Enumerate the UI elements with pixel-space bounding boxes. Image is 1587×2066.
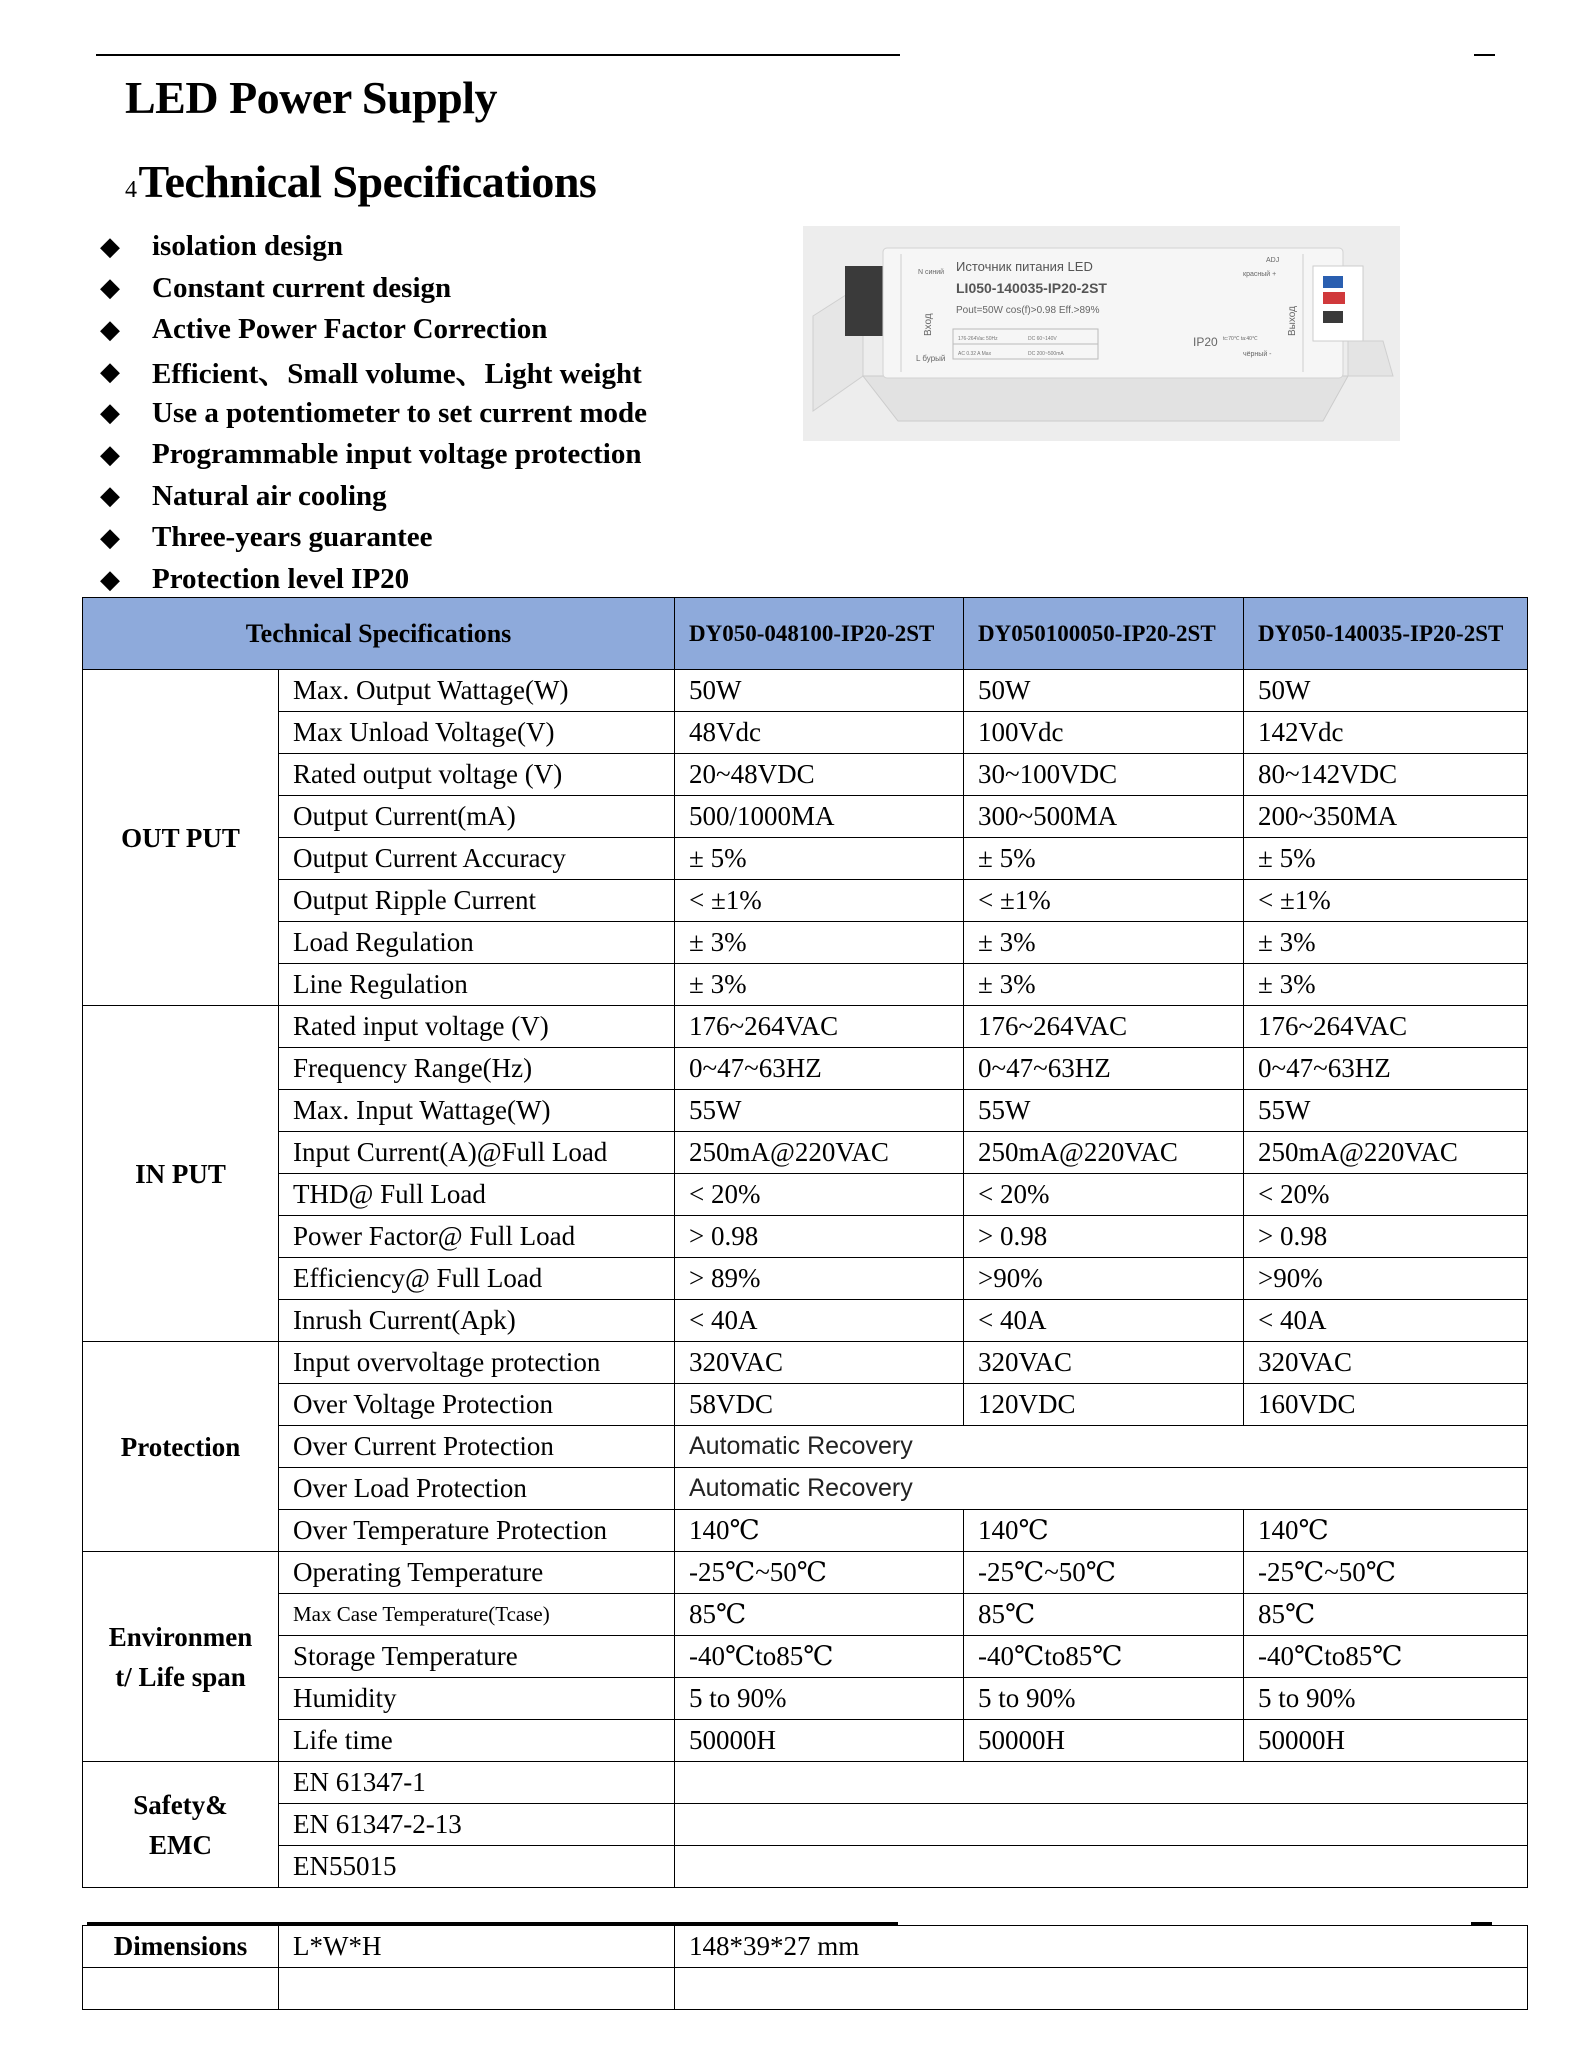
value: 160VDC [1244,1384,1528,1426]
header-model-2: DY050100050-IP20-2ST [964,598,1244,670]
diamond-bullet-icon: ◆ [100,398,120,428]
param: Over Temperature Protection [279,1510,675,1552]
empty-cell [675,1968,1528,2010]
value: 200~350MA [1244,796,1528,838]
table-row [83,754,1528,796]
table-row [83,1636,1528,1678]
table-row [83,1720,1528,1762]
svg-text:AC 0.32 A Max: AC 0.32 A Max [958,351,992,357]
table-row [83,1006,1528,1048]
dimensions-table [82,1925,1528,2010]
table-row [83,1678,1528,1720]
value: >90% [1244,1258,1528,1300]
feature-text: Natural air cooling [152,479,387,512]
value: 140℃ [675,1510,964,1552]
feature-text: Use a potentiometer to set current mode [152,396,648,429]
table-row [83,880,1528,922]
svg-text:IP20: IP20 [1193,335,1218,349]
table-row [83,1552,1528,1594]
value: 140℃ [1244,1510,1528,1552]
value: -25℃~50℃ [964,1552,1244,1594]
value: 100Vdc [964,712,1244,754]
value: 55W [675,1090,964,1132]
value: ± 3% [964,964,1244,1006]
section-label-line1: Environmen [108,1621,253,1652]
table-row [83,796,1528,838]
value: 250mA@220VAC [1244,1132,1528,1174]
param: Output Current Accuracy [279,838,675,880]
value: 85℃ [675,1594,964,1636]
value: > 89% [675,1258,964,1300]
section-environment [83,1552,279,1762]
value: > 0.98 [1244,1216,1528,1258]
value: > 0.98 [675,1216,964,1258]
param: Max. Input Wattage(W) [279,1090,675,1132]
svg-text:ADJ: ADJ [1266,257,1280,264]
value: 176~264VAC [964,1006,1244,1048]
value: 250mA@220VAC [675,1132,964,1174]
param: Output Ripple Current [279,880,675,922]
value: 320VAC [1244,1342,1528,1384]
param: Inrush Current(Apk) [279,1300,675,1342]
value: 55W [964,1090,1244,1132]
param: Rated output voltage (V) [279,754,675,796]
value: 48Vdc [675,712,964,754]
param: Load Regulation [279,922,675,964]
table-row [83,1258,1528,1300]
param: EN 61347-2-13 [279,1804,675,1846]
svg-text:Выход: Выход [1287,306,1298,336]
table-row [83,1342,1528,1384]
section-label-line1: Safety& [133,1789,228,1820]
value: 5 to 90% [964,1678,1244,1720]
diamond-bullet-icon: ◆ [100,522,120,552]
svg-text:DC 200~500mA: DC 200~500mA [1028,351,1064,357]
value: 50000H [964,1720,1244,1762]
table-row [83,1384,1528,1426]
header-model-1: DY050-048100-IP20-2ST [675,598,964,670]
header-model-3: DY050-140035-IP20-2ST [1244,598,1528,670]
feature-item [100,476,647,518]
table-row [83,964,1528,1006]
dimensions-label: Dimensions [83,1926,279,1968]
dimensions-value: 148*39*27 mm [675,1926,1528,1968]
diamond-bullet-icon: ◆ [100,356,120,386]
table-row [83,1762,1528,1804]
svg-text:N синий: N синий [918,269,945,276]
feature-item [100,268,647,310]
param: Output Current(mA) [279,796,675,838]
feature-text: Protection level IP20 [152,563,410,596]
table-row [83,1846,1528,1888]
table-row [83,1300,1528,1342]
value: ± 5% [675,838,964,880]
value: < ±1% [1244,880,1528,922]
value: 120VDC [964,1384,1244,1426]
section-safety [83,1762,279,1888]
product-label-specs: Pout=50W cos(f)>0.98 Eff.>89% [956,305,1100,316]
value: < ±1% [675,880,964,922]
value: ± 3% [964,922,1244,964]
merged-value [675,1846,1528,1888]
section-output: OUT PUT [83,670,279,1006]
param: Frequency Range(Hz) [279,1048,675,1090]
param: Input overvoltage protection [279,1342,675,1384]
table-row [83,922,1528,964]
value: -40℃to85℃ [675,1636,964,1678]
value: 50000H [1244,1720,1528,1762]
value: 58VDC [675,1384,964,1426]
section-title: Technical Specifications [138,156,597,207]
value: ± 3% [1244,964,1528,1006]
feature-text: isolation design [152,230,343,263]
value: >90% [964,1258,1244,1300]
table-row [83,1132,1528,1174]
value: < ±1% [964,880,1244,922]
value: ± 5% [964,838,1244,880]
value: 5 to 90% [1244,1678,1528,1720]
table-row [83,1174,1528,1216]
param: Efficiency@ Full Load [279,1258,675,1300]
table-row [83,838,1528,880]
value: 50W [675,670,964,712]
top-rule [96,54,900,56]
section-label-line2: t/ Life span [115,1661,246,1692]
value: < 20% [675,1174,964,1216]
header-spec-label: Technical Specifications [83,598,675,670]
param: EN55015 [279,1846,675,1888]
table-row [83,1468,1528,1510]
top-right-mark [1474,54,1495,56]
param: EN 61347-1 [279,1762,675,1804]
section-protection: Protection [83,1342,279,1552]
value: -25℃~50℃ [675,1552,964,1594]
section-input: IN PUT [83,1006,279,1342]
param: Humidity [279,1678,675,1720]
value: -40℃to85℃ [964,1636,1244,1678]
feature-item [100,434,647,476]
value: 320VAC [675,1342,964,1384]
table-row [83,1804,1528,1846]
value: 142Vdc [1244,712,1528,754]
param: Rated input voltage (V) [279,1006,675,1048]
value: 0~47~63HZ [1244,1048,1528,1090]
svg-text:красный +: красный + [1243,271,1277,278]
param: Life time [279,1720,675,1762]
param: Max. Output Wattage(W) [279,670,675,712]
diamond-bullet-icon: ◆ [100,564,120,594]
svg-text:tc:70℃ ta:40℃: tc:70℃ ta:40℃ [1223,336,1258,342]
table-header-row [83,598,1528,670]
param: Over Voltage Protection [279,1384,675,1426]
table-row-empty [83,1968,1528,2010]
feature-item [100,309,647,351]
merged-value: Automatic Recovery [675,1468,1528,1510]
value: -40℃to85℃ [1244,1636,1528,1678]
section-label-line2: EMC [149,1829,212,1860]
table-row [83,1048,1528,1090]
feature-text: Three-years guarantee [152,521,433,554]
feature-item [100,351,647,393]
product-photo [803,226,1400,441]
value: ± 5% [1244,838,1528,880]
merged-value [675,1762,1528,1804]
feature-list [100,226,647,600]
value: 500/1000MA [675,796,964,838]
value: 250mA@220VAC [964,1132,1244,1174]
value: 20~48VDC [675,754,964,796]
param: Power Factor@ Full Load [279,1216,675,1258]
param: Operating Temperature [279,1552,675,1594]
merged-value: Automatic Recovery [675,1426,1528,1468]
value: 85℃ [1244,1594,1528,1636]
feature-text: Constant current design [152,271,452,304]
diamond-bullet-icon: ◆ [100,481,120,511]
param: Max Unload Voltage(V) [279,712,675,754]
value: 5 to 90% [675,1678,964,1720]
value: < 20% [1244,1174,1528,1216]
value: 55W [1244,1090,1528,1132]
value: 50000H [675,1720,964,1762]
merged-value [675,1804,1528,1846]
dimensions-param: L*W*H [279,1926,675,1968]
svg-text:L бурый: L бурый [916,354,946,363]
param: Max Case Temperature(Tcase) [279,1594,675,1636]
diamond-bullet-icon: ◆ [100,439,120,469]
feature-item [100,392,647,434]
value: < 20% [964,1174,1244,1216]
feature-item [100,226,647,268]
value: 85℃ [964,1594,1244,1636]
value: 30~100VDC [964,754,1244,796]
table-row [83,1594,1528,1636]
table-row [83,1216,1528,1258]
param: Input Current(A)@Full Load [279,1132,675,1174]
svg-text:DC 60~140V: DC 60~140V [1028,336,1057,342]
value: 80~142VDC [1244,754,1528,796]
table-row [83,1510,1528,1552]
product-label-title: Источник питания LED [956,259,1093,274]
feature-item [100,559,647,601]
param: Line Regulation [279,964,675,1006]
table-row [83,670,1528,712]
page-title: LED Power Supply [125,72,498,123]
diamond-bullet-icon: ◆ [100,314,120,344]
feature-item [100,517,647,559]
table-row [83,1926,1528,1968]
svg-text:чёрный -: чёрный - [1243,351,1272,358]
section-heading [125,154,596,218]
value: 140℃ [964,1510,1244,1552]
value: 300~500MA [964,796,1244,838]
product-label-model: LI050-140035-IP20-2ST [956,280,1107,296]
empty-cell [279,1968,675,2010]
diamond-bullet-icon: ◆ [100,231,120,261]
value: ± 3% [675,964,964,1006]
feature-text: Active Power Factor Correction [152,313,548,346]
feature-text: Programmable input voltage protection [152,438,642,471]
value: > 0.98 [964,1216,1244,1258]
table-row [83,712,1528,754]
value: 176~264VAC [675,1006,964,1048]
value: 0~47~63HZ [675,1048,964,1090]
param: Over Load Protection [279,1468,675,1510]
value: -25℃~50℃ [1244,1552,1528,1594]
svg-text:176-264Vac 50Hz: 176-264Vac 50Hz [958,336,998,342]
feature-text: Efficient、Small volume、Light weight [152,358,642,391]
value: 320VAC [964,1342,1244,1384]
value: 50W [964,670,1244,712]
value: 0~47~63HZ [964,1048,1244,1090]
table-row [83,1090,1528,1132]
param: Storage Temperature [279,1636,675,1678]
value: 176~264VAC [1244,1006,1528,1048]
svg-text:Вход: Вход [923,313,934,336]
param: Over Current Protection [279,1426,675,1468]
param: THD@ Full Load [279,1174,675,1216]
value: ± 3% [675,922,964,964]
table-row [83,1426,1528,1468]
value: ± 3% [1244,922,1528,964]
value: 50W [1244,670,1528,712]
diamond-bullet-icon: ◆ [100,273,120,303]
empty-cell [83,1968,279,2010]
value: < 40A [1244,1300,1528,1342]
spec-table [82,597,1528,1888]
section-number: 4 [125,177,137,203]
value: < 40A [964,1300,1244,1342]
value: < 40A [675,1300,964,1342]
